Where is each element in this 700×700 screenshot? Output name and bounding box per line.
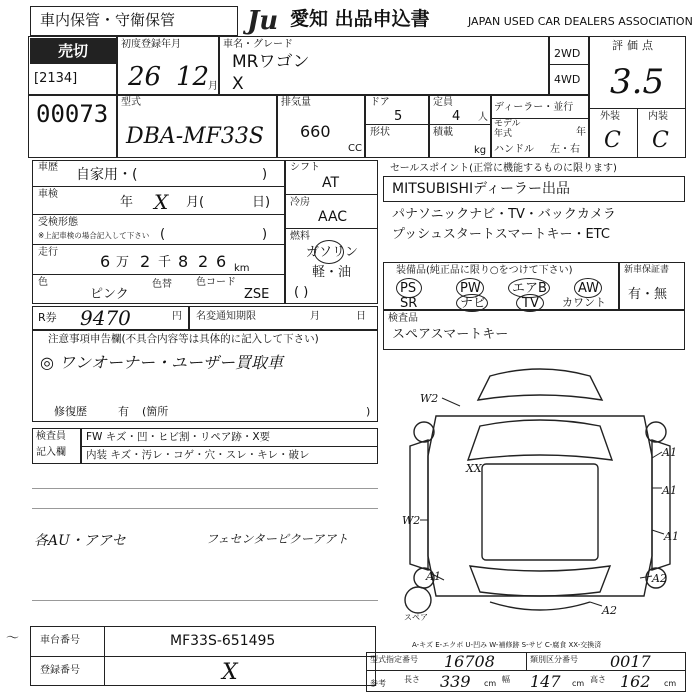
year-unit: 年 [576,127,586,138]
first-reg-label: 初度登録年月 [121,39,181,50]
divider [548,64,588,65]
load-label: 積載 [433,127,453,138]
mileage-man: 万 [116,255,130,270]
rear-bumper [490,602,590,610]
fuel-opt-ga: ガ [306,245,320,260]
length-value: 339 [440,672,471,691]
equip-aw: AW [578,281,600,296]
height-label: 高さ [590,675,606,684]
fuel-opt-ri: リ [332,245,346,260]
inspection-day: 日) [252,195,271,210]
displacement-value: 660 [300,122,331,141]
inspection-form-label: 受検形態 [38,217,78,228]
notes-text: ◎ ワンオーナー・ユーザー買取車 [40,353,284,372]
doors-label: ドア [370,97,390,108]
inspection-month-value: X [154,190,169,214]
warranty-label: 新車保証書 [624,265,670,275]
sales-points-label: セールスポイント(正常に機能するものに限ります) [390,163,617,174]
divider [428,94,430,158]
windshield [468,420,612,460]
inspector-label-1: 検査員 [36,431,66,442]
mileage-digit-1: 6 [100,252,111,271]
repair-parts: (箇所 [142,405,169,418]
dealer-label: ディーラー・並行 [494,102,574,113]
divider [218,36,220,94]
divider [104,626,105,686]
equip-ps-circle [396,278,422,298]
notes-label: 注意事項申告欄(不具合内容等は具体的に記入して下さい) [48,333,319,345]
roof-panel [482,464,598,560]
fuel-diesel: 軽・油 [312,265,352,280]
ac-label: 冷房 [290,197,310,208]
divider [32,508,378,509]
category-value: 0017 [610,652,651,671]
doors-value: 5 [394,109,403,124]
mark-a2-right: A2 [652,572,667,585]
divider [526,652,527,670]
displacement-label: 排気量 [281,97,311,108]
divider [32,244,284,245]
body-outline [428,416,652,596]
history-value: 自家用・( [76,167,138,183]
name-change-label: 名変通知期限 [196,311,256,322]
margin-tick: 〜 [6,631,20,646]
color-code: ZSE [244,287,270,302]
color-change-label: 色替 [152,279,172,290]
model-label: 型式 [121,97,141,108]
inspector-row-1: FW キズ・凹・ヒビ割・リペア跡・X要 [86,431,271,443]
divider [284,228,378,229]
height-unit: cm [664,679,677,688]
fuel-opt-n: ン [345,245,359,260]
inspection-form-close: ) [262,227,268,242]
fuel-paren: ( ) [294,285,309,300]
handwritten-note-2: フェセンターピクーアアト [206,532,349,546]
divider [116,36,118,158]
sales-point-2: パナソニックナビ・TV・バックカメラ [392,207,616,222]
first-reg-year: 26 [128,62,162,92]
divider [364,94,366,158]
association-subtitle: JAPAN USED CAR DEALERS ASSOCIATION [468,15,693,28]
width-label: 幅 [502,675,510,684]
lot-code: [2134] [34,71,78,86]
name-change-day: 日 [356,311,366,322]
repair-close: ) [366,405,371,418]
mileage-digit-4: 2 [198,252,209,271]
sales-point-1: MITSUBISHIディーラー出品 [392,181,571,197]
fuel-opt-so: ソ [319,245,333,260]
divider [588,36,590,158]
interior-grade: C [652,128,669,153]
capacity-label: 定員 [433,97,453,108]
category-label: 類別区分番号 [530,655,578,664]
reg-value: X [222,660,238,685]
right-side [652,440,670,570]
handle-label: ハンドル [494,144,534,155]
divider [276,94,278,158]
wheel-front-right [646,422,666,442]
equip-ps: PS [400,281,417,296]
equip-airbag: エアB [512,281,547,296]
inspection-form-note: ※上記車検の場合記入して下さい [38,231,150,240]
fuel-circle [314,240,344,264]
mileage-unit: km [234,263,250,274]
divider [188,306,190,330]
drive-2wd: 2WD [554,47,581,60]
model-year-label: モデル [494,119,521,129]
divider [490,94,492,158]
storage-tag-text: 車内保管・守衛保管 [40,11,176,29]
color-label: 色 [38,277,48,288]
width-value: 147 [530,672,561,691]
form-title: 愛知 出品申込書 [290,8,430,30]
car-grade: X [232,74,244,94]
mark-a1-right-mid: A1 [662,484,677,497]
divider [364,124,490,125]
mark-leader [590,602,602,606]
divider [32,214,284,215]
mileage-digit-3: 8 [178,252,189,271]
equip-counter: カワント [562,296,606,309]
model-cert-label: 型式指定番号 [370,655,418,664]
handle-value: 左・右 [550,144,580,155]
shape-label: 形状 [370,127,390,138]
repair-value: 有 [118,405,129,418]
inspection-form-open: ( [160,227,166,242]
mark-xx: XX [466,462,482,475]
history-close: ) [262,167,268,182]
mileage-label: 走行 [38,247,58,258]
equip-sr: SR [400,296,418,311]
equip-tv: TV [522,296,539,311]
rating-score: 3.5 [610,62,665,102]
left-side [410,440,428,570]
exterior-label: 外装 [600,111,620,122]
mark-a1-left-low: A1 [426,570,441,583]
divider [32,274,284,275]
rear-window [470,566,610,596]
divider [32,600,378,601]
inspector-label-2: 記入欄 [36,447,66,458]
capacity-unit: 人 [478,112,488,123]
car-name: MRワゴン [232,52,310,72]
recycle-unit: 円 [172,311,182,322]
length-label: 長さ [404,675,420,684]
recycle-label: R券 [38,311,57,324]
displacement-unit: CC [348,143,362,154]
load-unit: kg [474,145,487,156]
drive-4wd: 4WD [554,73,581,86]
divider [32,488,378,489]
repair-label: 修復歴 [54,405,87,418]
divider [28,94,588,96]
inspection-year: 年 [120,195,134,210]
model-year-sub: 年式 [494,129,513,139]
first-reg-month: 12 [176,62,210,92]
check-items-value: スペアスマートキー [392,327,509,342]
car-name-label: 車名・グレード [223,39,293,50]
spare-tire [405,587,431,613]
rating-label: 評価点 [612,39,657,52]
name-change-month: 月 [310,311,320,322]
mark-a1-right-top: A1 [662,446,677,459]
damage-legend: A-キズ E-エクボ U-凹み W-補修跡 S-サビ C-腐食 XX-交換済 [412,641,602,649]
ju-logo: Ju [247,6,279,36]
color-code-label: 色コード [196,277,236,288]
divider [30,656,376,657]
mark-leader [442,398,460,406]
interior-label: 内装 [648,111,668,122]
shift-value: AT [322,175,340,191]
handwritten-note-1: 各AU・アアセ [34,533,126,549]
mark-a2-bottom: A2 [602,604,617,617]
model-code: DBA-MF33S [126,124,264,149]
sales-point-3: プッシュスタートスマートキー・ETC [392,227,610,242]
mark-w2-top: W2 [420,392,439,405]
mark-leader [652,452,662,458]
equipment-label: 装備品(純正品に限り○をつけて下さい) [396,265,573,276]
lot-number: 00073 [36,100,109,128]
recycle-value: 9470 [80,306,131,330]
length-unit: cm [484,679,497,688]
warranty-value: 有・無 [628,287,668,302]
divider [284,194,378,195]
chassis-number: MF33S-651495 [170,633,276,649]
equip-pw: PW [460,281,481,296]
equip-navi: ナビ [460,296,487,311]
reg-label: 登録番号 [40,665,80,676]
color-value: ピンク [90,287,129,302]
spare-label: スペア [404,613,428,622]
sold-badge: 売切 [30,38,116,64]
height-value: 162 [620,672,651,691]
model-cert-value: 16708 [444,652,495,671]
exterior-grade: C [604,128,621,153]
mileage-digit-2: 2 [140,252,151,271]
ac-value: AAC [318,209,348,225]
shift-label: シフト [290,162,320,173]
mileage-digit-5: 6 [216,252,227,271]
divider [32,186,284,187]
history-label: 車歴 [38,162,58,173]
mark-leader [652,530,664,534]
ref-label: 参考 [370,679,386,688]
divider [284,160,286,304]
inspection-label: 車検 [38,189,58,200]
chassis-label: 車台番号 [40,635,80,646]
inspector-row-2: 内装 キズ・汚レ・コゲ・穴・スレ・キレ・破レ [86,449,310,461]
inspection-month: 月( [186,195,205,210]
mark-a1-right-low: A1 [664,530,679,543]
fuel-label: 燃料 [290,231,310,242]
capacity-value: 4 [452,109,461,124]
wheel-front-left [414,422,434,442]
month-unit: 月 [208,81,218,92]
equip-aw-circle [574,278,602,298]
divider [80,446,378,447]
width-unit: cm [572,679,585,688]
check-items-label: 検査品 [388,313,418,324]
mileage-sen: 千 [158,255,172,270]
mark-w2-left: W2 [402,514,421,527]
roof-outline [478,369,602,400]
divider [637,108,638,158]
